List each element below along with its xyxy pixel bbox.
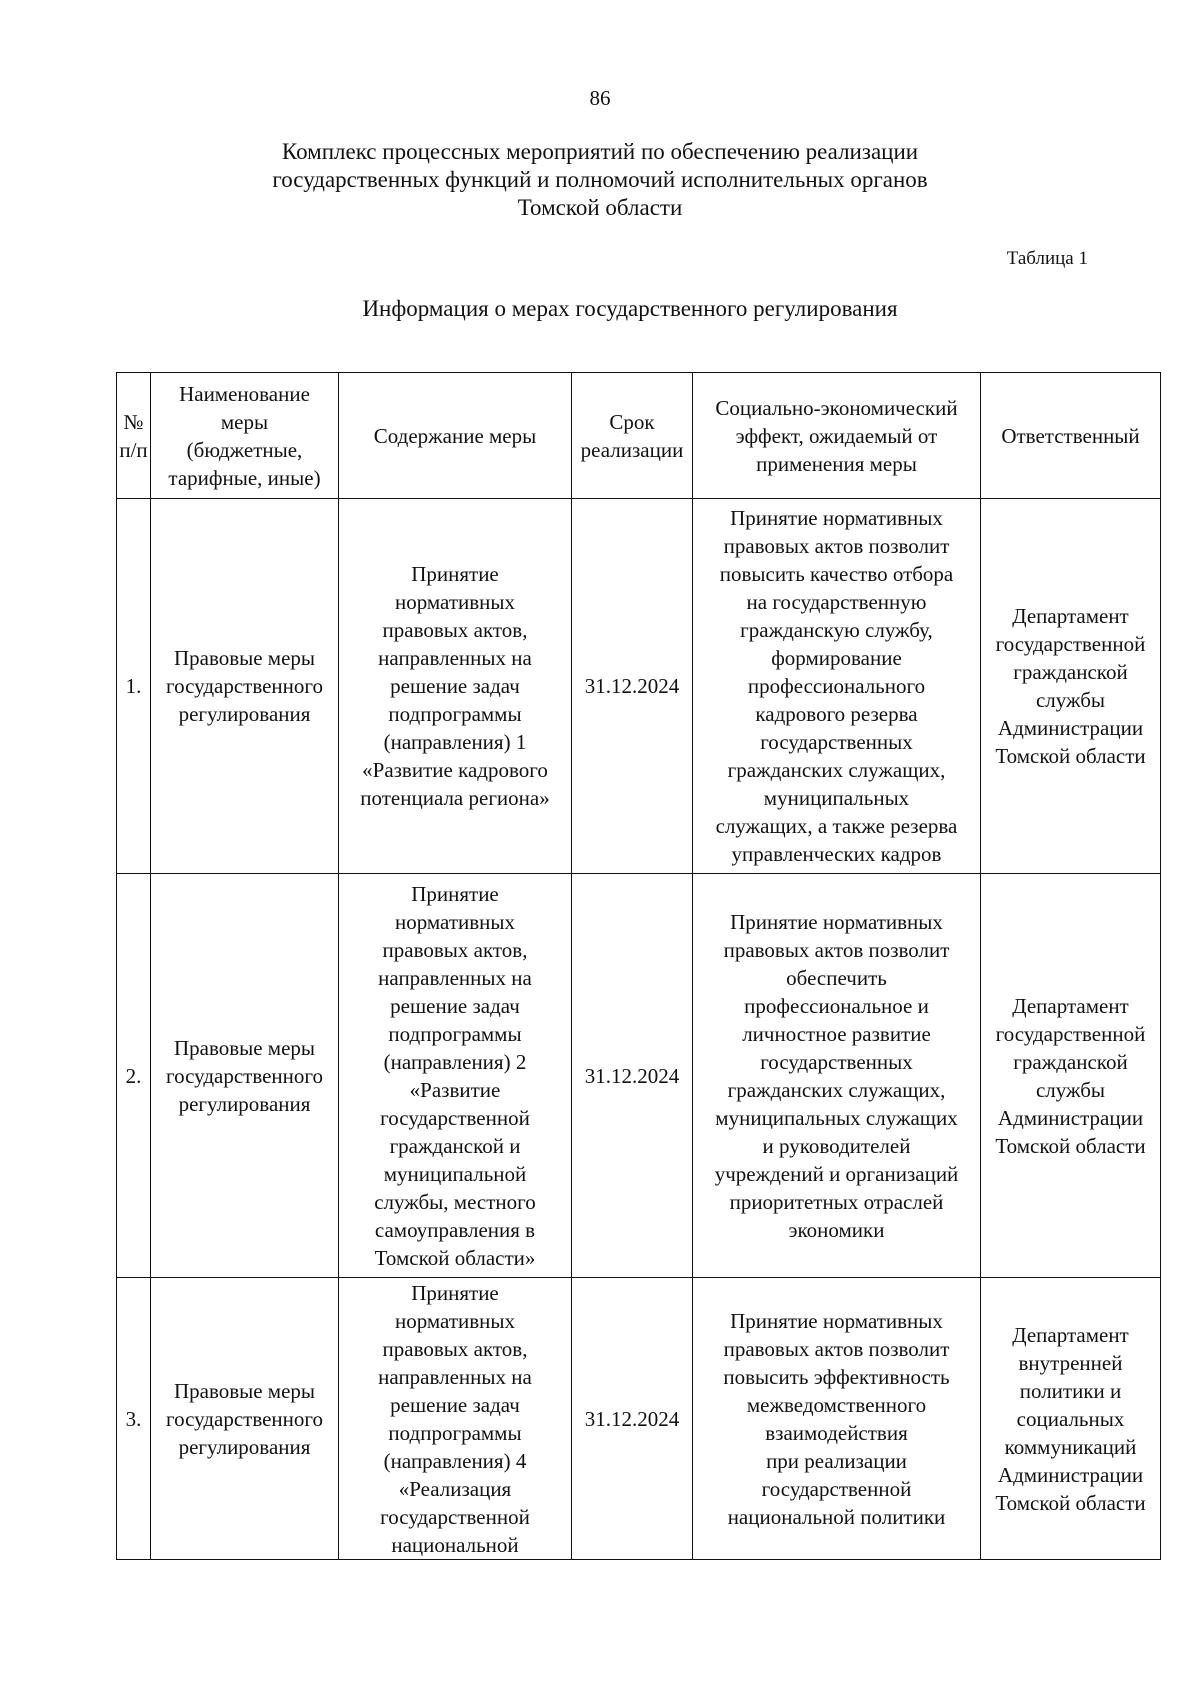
row-effect: Принятие нормативных правовых актов позволит повысить качество отбора на государственную гражданскую службу, формирование профессионального кадрового резерва государственных гражданских служащих, муниципальных служащих, а также резерва управленческих кадров [693,499,981,874]
title-line: Комплекс процессных мероприятий по обеспечению реализации [281,139,919,164]
row-name: Правовые меры государственного регулирования [151,499,339,874]
table-row [117,499,1161,874]
title-line: государственных функций и полномочий исполнительных органов [272,167,928,192]
table-caption: Информация о мерах государственного регулирования [362,296,898,321]
header-num: № п/п [117,373,151,499]
header-effect: Социально-экономический эффект, ожидаемый от применения меры [693,373,981,499]
row-responsible: Департамент внутренней политики и социальных коммуникаций Администрации Томской области [981,1278,1161,1560]
header-content: Содержание меры [339,373,572,499]
row-num: 2. [117,874,151,1278]
header-name: Наименование меры (бюджетные, тарифные, иные) [151,373,339,499]
row-name: Правовые меры государственного регулирования [151,1278,339,1560]
row-effect: Принятие нормативных правовых актов позволит повысить эффективность межведомственного взаимодействия при реализации государственной национальной политики [693,1278,981,1560]
row-responsible: Департамент государственной гражданской службы Администрации Томской области [981,499,1161,874]
header-term: Срок реализации [572,373,693,499]
row-num: 3. [117,1278,151,1560]
document-title [200,138,1000,222]
row-content: Принятие нормативных правовых актов, направленных на решение задач подпрограммы (направления) 1 «Развитие кадрового потенциала региона» [339,499,572,874]
row-num: 1. [117,499,151,874]
page-number: 86 [589,86,611,110]
measures-table [116,372,1161,1560]
row-effect: Принятие нормативных правовых актов позволит обеспечить профессиональное и личностное развитие государственных гражданских служащих, муниципальных служащих и руководителей учреждений и организаций приоритетных отраслей экономики [693,874,981,1278]
table-header-row [117,373,1161,499]
row-term: 31.12.2024 [572,499,693,874]
row-term: 31.12.2024 [572,1278,693,1560]
table-row [117,1278,1161,1560]
table-label: Таблица 1 [1006,248,1088,269]
row-responsible: Департамент государственной гражданской службы Администрации Томской области [981,874,1161,1278]
table-row [117,874,1161,1278]
header-responsible: Ответственный [981,373,1161,499]
row-content: Принятие нормативных правовых актов, направленных на решение задач подпрограммы (направления) 4 «Реализация государственной национальной [339,1278,572,1560]
row-term: 31.12.2024 [572,874,693,1278]
row-name: Правовые меры государственного регулирования [151,874,339,1278]
row-content: Принятие нормативных правовых актов, направленных на решение задач подпрограммы (направления) 2 «Развитие государственной гражданской и муниципальной службы, местного самоуправления в Томской области» [339,874,572,1278]
title-line: Томской области [517,195,683,220]
